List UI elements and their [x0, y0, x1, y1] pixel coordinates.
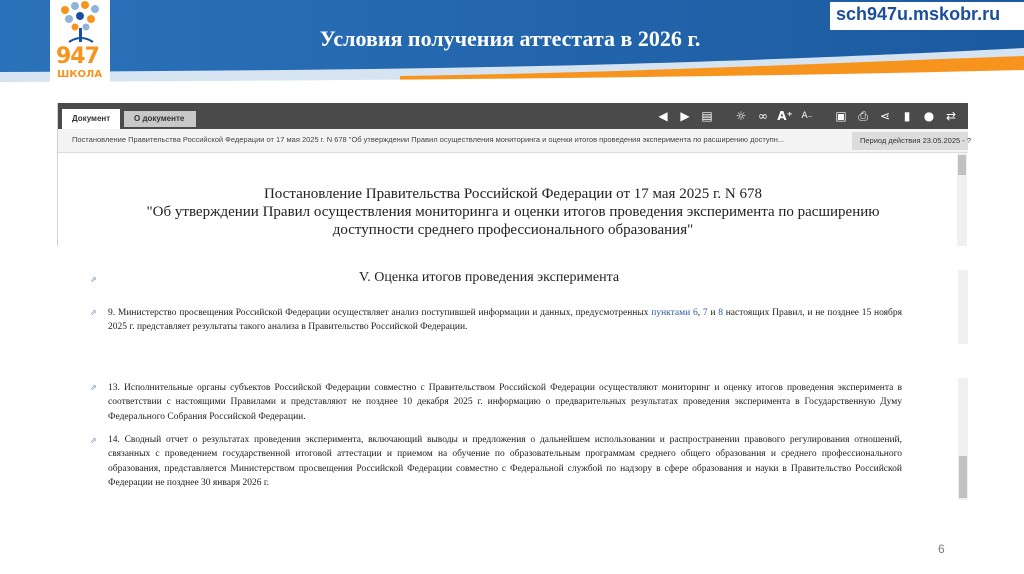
- save-icon[interactable]: ▣: [835, 109, 847, 123]
- scrollbar-thumb[interactable]: [959, 456, 967, 498]
- viewer-toolbar: [652, 106, 962, 126]
- font-decrease-icon[interactable]: A₋: [801, 111, 813, 121]
- scrollbar[interactable]: [958, 378, 968, 500]
- paragraph-14: 14. Сводный отчет о результатах проведения эксперимента, включающий выводы и предложения о дальнейшем использовании и распространении правового регулирования отношений, связанных с проведением государственной итоговой аттестации и приемом на обучение по образовательным программам среднего общего образования и среднего профессионального образования, представляется Министерством просвещения Российской Федерации совместно с Федеральной службой по надзору в сфере образования и науки в Правительство Российской Федерации не позднее 30 января 2026 г.: [108, 435, 902, 488]
- glasses-icon[interactable]: ∞: [758, 109, 768, 123]
- link-point-7[interactable]: 7: [702, 308, 708, 318]
- scrollbar[interactable]: [958, 270, 968, 344]
- page-number: 6: [938, 542, 945, 556]
- breadcrumb: Постановление Правительства Российской Федерации от 17 мая 2025 г. N 678 "Об утверждении Правил осуществления мониторинга и оценки итогов проведения эксперимента по расширению доступн...: [72, 135, 785, 144]
- document-heading: [58, 185, 968, 239]
- site-url[interactable]: sch947u.mskobr.ru: [830, 2, 1024, 30]
- document-viewer: [57, 103, 972, 246]
- scrollbar-thumb[interactable]: [958, 155, 966, 175]
- paragraph-9: 9. Министерство просвещения Российской Федерации осуществляет анализ поступившей информации и данных, предусмотренных пунктами 6, 7 и 8 настоящих Правил, и не позднее 15 ноября 2025 г. представляет результаты такого анализа в Правительство Российской Федерации.: [108, 308, 902, 333]
- print-icon[interactable]: ⎙: [858, 109, 868, 123]
- link-points-6[interactable]: пунктами 6: [651, 308, 698, 318]
- heading-line-3: доступности среднего профессионального образования": [332, 222, 694, 238]
- heading-line-1: Постановление Правительства Российской Федерации от 17 мая 2025 г. N 678: [263, 186, 763, 202]
- link-icon[interactable]: ⇗: [90, 308, 97, 317]
- info-icon[interactable]: ●: [923, 109, 935, 123]
- link-icon[interactable]: ⇗: [90, 275, 97, 284]
- viewer-tabbar: [58, 103, 968, 129]
- arrow-right-icon[interactable]: ▶: [680, 109, 690, 123]
- document-icon[interactable]: ▤: [701, 109, 713, 123]
- breadcrumb-row: [58, 129, 972, 153]
- section-title: V. Оценка итогов проведения эксперимента: [359, 270, 620, 285]
- section-fragment-2: [74, 378, 968, 500]
- header-banner: [0, 0, 1024, 90]
- paragraph-13: 13. Исполнительные органы субъектов Российской Федерации совместно с Правительством Российской Федерации осуществляют мониторинг и оценку итогов проведения эксперимента в соответствии с настоящими Правилами и представляют не позднее 10 декабря 2025 г. информацию о предварительных результатах проведения эксперимента в Государственную Думу Федерального Собрания Российской Федерации.: [108, 383, 902, 422]
- link-icon[interactable]: ⇗: [90, 436, 97, 445]
- logo-word: ШКОЛА: [57, 69, 103, 80]
- link-point-8[interactable]: 8: [718, 308, 723, 318]
- section-fragment-1: [74, 270, 968, 344]
- link-icon[interactable]: ⇗: [90, 383, 97, 392]
- font-increase-icon[interactable]: A⁺: [777, 109, 793, 123]
- arrow-left-icon[interactable]: ◀: [658, 109, 668, 123]
- slide-title: Условия получения аттестата в 2026 г.: [319, 26, 701, 51]
- logo-number: 947: [56, 44, 99, 69]
- tab-document[interactable]: Документ: [62, 109, 120, 129]
- tab-about-document[interactable]: О документе: [124, 111, 196, 127]
- lightbulb-icon[interactable]: ☼: [735, 109, 747, 123]
- scrollbar[interactable]: [957, 153, 967, 246]
- swap-icon[interactable]: ⇄: [945, 109, 957, 123]
- heading-line-2: "Об утверждении Правил осуществления мониторинга и оценки итогов проведения эксперимента по расширению: [146, 204, 880, 220]
- period-badge[interactable]: Период действия 23.05.2025 - ?: [852, 132, 968, 150]
- bookmark-icon[interactable]: ▮: [903, 109, 911, 123]
- share-icon[interactable]: ⋖: [879, 109, 891, 123]
